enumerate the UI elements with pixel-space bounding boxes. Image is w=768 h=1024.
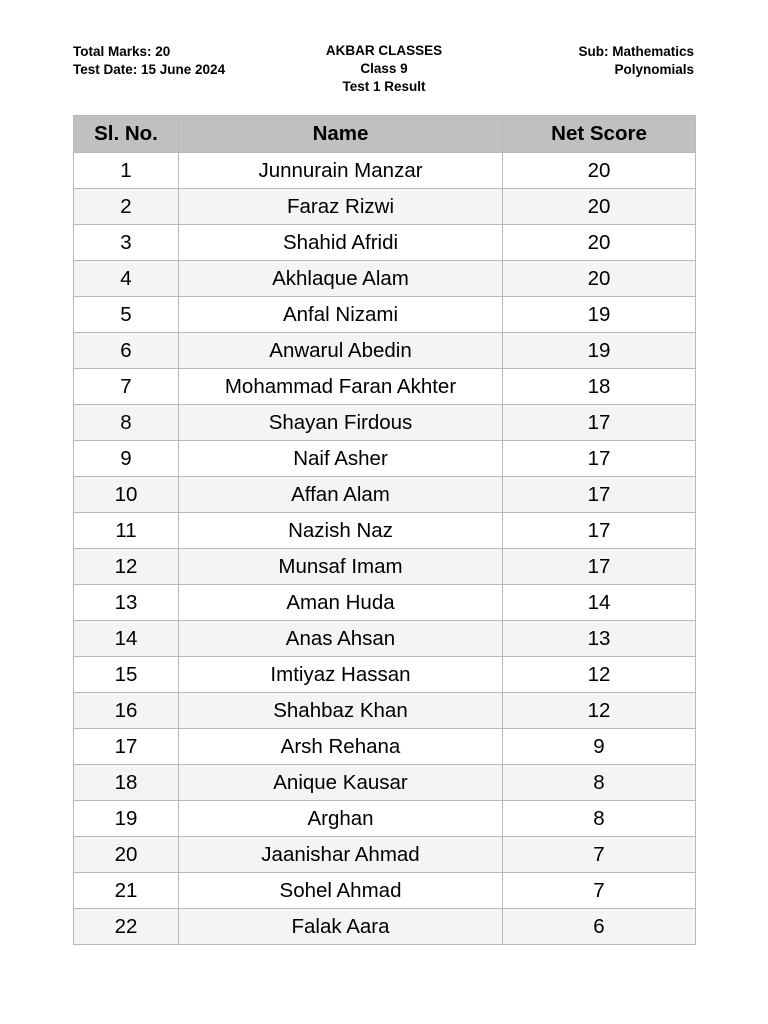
table-row (74, 873, 696, 909)
cell-score: 17 (503, 441, 696, 477)
cell-score: 7 (503, 837, 696, 873)
cell-score: 8 (503, 765, 696, 801)
cell-name: Nazish Naz (179, 513, 503, 549)
cell-serial: 4 (74, 261, 179, 297)
table-row (74, 441, 696, 477)
cell-score: 6 (503, 909, 696, 945)
table-row (74, 477, 696, 513)
table-row (74, 801, 696, 837)
cell-score: 12 (503, 657, 696, 693)
cell-serial: 19 (74, 801, 179, 837)
cell-name: Akhlaque Alam (179, 261, 503, 297)
results-body (74, 153, 696, 945)
cell-name: Faraz Rizwi (179, 189, 503, 225)
topic: Polynomials (614, 62, 694, 77)
results-table (73, 115, 696, 945)
cell-serial: 2 (74, 189, 179, 225)
cell-name: Jaanishar Ahmad (179, 837, 503, 873)
cell-score: 9 (503, 729, 696, 765)
cell-serial: 13 (74, 585, 179, 621)
cell-name: Arghan (179, 801, 503, 837)
test-title: Test 1 Result (342, 79, 426, 94)
cell-name: Shahid Afridi (179, 225, 503, 261)
cell-score: 20 (503, 225, 696, 261)
table-row (74, 837, 696, 873)
cell-serial: 15 (74, 657, 179, 693)
cell-serial: 18 (74, 765, 179, 801)
cell-serial: 17 (74, 729, 179, 765)
cell-name: Imtiyaz Hassan (179, 657, 503, 693)
cell-serial: 8 (74, 405, 179, 441)
cell-name: Shahbaz Khan (179, 693, 503, 729)
cell-score: 17 (503, 513, 696, 549)
cell-score: 19 (503, 333, 696, 369)
table-row (74, 261, 696, 297)
cell-name: Arsh Rehana (179, 729, 503, 765)
cell-serial: 20 (74, 837, 179, 873)
cell-serial: 10 (74, 477, 179, 513)
table-row (74, 333, 696, 369)
cell-score: 13 (503, 621, 696, 657)
header-right (578, 43, 694, 79)
cell-name: Junnurain Manzar (179, 153, 503, 189)
header-center (284, 42, 484, 96)
institute-name: AKBAR CLASSES (325, 43, 443, 58)
cell-serial: 11 (74, 513, 179, 549)
cell-name: Munsaf Imam (179, 549, 503, 585)
cell-score: 18 (503, 369, 696, 405)
cell-score: 20 (503, 153, 696, 189)
table-row (74, 765, 696, 801)
table-row (74, 729, 696, 765)
table-header-row (74, 116, 696, 153)
table-row (74, 297, 696, 333)
cell-serial: 16 (74, 693, 179, 729)
cell-serial: 1 (74, 153, 179, 189)
table-row (74, 549, 696, 585)
column-header-name: Name (179, 116, 503, 153)
cell-name: Anfal Nizami (179, 297, 503, 333)
total-marks: Total Marks: 20 (73, 44, 171, 59)
cell-name: Affan Alam (179, 477, 503, 513)
cell-score: 20 (503, 189, 696, 225)
cell-name: Falak Aara (179, 909, 503, 945)
cell-score: 17 (503, 405, 696, 441)
table-row (74, 657, 696, 693)
cell-score: 19 (503, 297, 696, 333)
cell-name: Aman Huda (179, 585, 503, 621)
cell-serial: 7 (74, 369, 179, 405)
test-date: Test Date: 15 June 2024 (73, 62, 226, 77)
table-row (74, 189, 696, 225)
cell-score: 8 (503, 801, 696, 837)
cell-serial: 14 (74, 621, 179, 657)
table-row (74, 225, 696, 261)
table-row (74, 909, 696, 945)
subject: Sub: Mathematics (578, 44, 694, 59)
cell-score: 17 (503, 477, 696, 513)
cell-name: Anique Kausar (179, 765, 503, 801)
table-row (74, 585, 696, 621)
cell-serial: 6 (74, 333, 179, 369)
cell-score: 14 (503, 585, 696, 621)
column-header-score: Net Score (503, 116, 696, 153)
table-row (74, 693, 696, 729)
cell-score: 12 (503, 693, 696, 729)
cell-score: 17 (503, 549, 696, 585)
table-row (74, 369, 696, 405)
cell-serial: 12 (74, 549, 179, 585)
cell-serial: 22 (74, 909, 179, 945)
cell-name: Shayan Firdous (179, 405, 503, 441)
cell-serial: 21 (74, 873, 179, 909)
cell-name: Naif Asher (179, 441, 503, 477)
table-row (74, 153, 696, 189)
cell-score: 20 (503, 261, 696, 297)
table-row (74, 513, 696, 549)
cell-serial: 9 (74, 441, 179, 477)
table-row (74, 621, 696, 657)
cell-name: Mohammad Faran Akhter (179, 369, 503, 405)
cell-name: Anas Ahsan (179, 621, 503, 657)
cell-score: 7 (503, 873, 696, 909)
cell-serial: 5 (74, 297, 179, 333)
cell-name: Anwarul Abedin (179, 333, 503, 369)
table-row (74, 405, 696, 441)
column-header-serial: Sl. No. (74, 116, 179, 153)
class-name: Class 9 (360, 61, 408, 76)
cell-name: Sohel Ahmad (179, 873, 503, 909)
header-left (73, 43, 225, 79)
cell-serial: 3 (74, 225, 179, 261)
